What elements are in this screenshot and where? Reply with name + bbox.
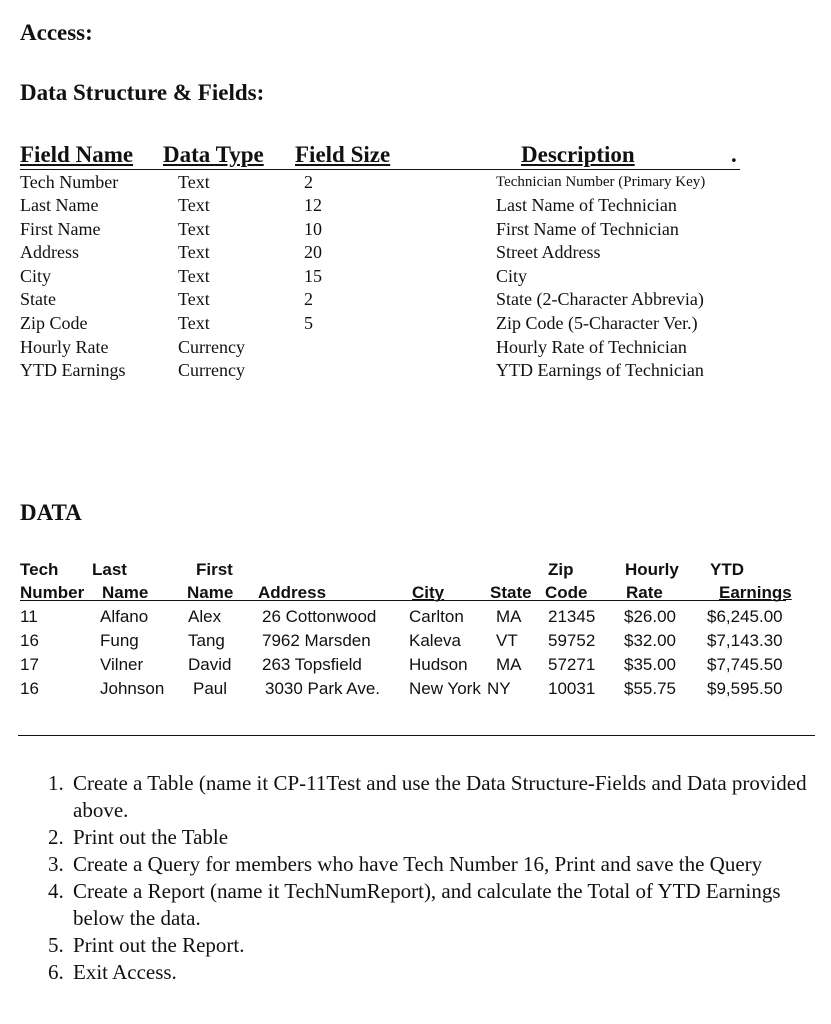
field-name-cell: Tech Number (20, 172, 119, 192)
header-zip: Zip (548, 560, 574, 579)
last-name-cell: Johnson (100, 679, 165, 698)
state-cell: MA (496, 655, 522, 674)
description-cell: Zip Code (5-Character Ver.) (496, 313, 698, 333)
address-cell: 3030 Park Ave. (265, 679, 380, 698)
description-cell: Technician Number (Primary Key) (496, 174, 706, 190)
table-row (0, 679, 831, 703)
first-name-cell: David (188, 655, 232, 674)
field-name-cell: Last Name (20, 195, 99, 215)
data-type-header: Data Type (163, 142, 264, 167)
field-row (0, 313, 831, 337)
description-header-trail: . (731, 142, 737, 167)
data-type-cell: Text (178, 195, 210, 215)
city-cell: New York (409, 679, 481, 698)
field-size-cell: 15 (304, 266, 322, 286)
table-row (0, 607, 831, 631)
data-type-cell: Text (178, 266, 210, 286)
header-earnings: Earnings (719, 583, 792, 602)
field-header-rule (20, 169, 740, 170)
field-size-cell: 10 (304, 219, 322, 239)
first-name-cell: Alex (188, 607, 222, 626)
section-divider (18, 735, 815, 736)
ytd-earnings-cell: $6,245.00 (707, 607, 783, 626)
instruction-text: Create a Query for members who have Tech Number 16, Print and save the Query (73, 852, 763, 876)
header-city: City (412, 583, 445, 602)
field-size-cell: 12 (304, 195, 322, 215)
zip-cell: 57271 (548, 655, 596, 674)
description-cell: Last Name of Technician (496, 195, 677, 215)
ytd-earnings-cell: $9,595.50 (707, 679, 783, 698)
first-name-cell: Tang (188, 631, 225, 650)
field-name-cell: Zip Code (20, 313, 88, 333)
ytd-earnings-cell: $7,745.50 (707, 655, 783, 674)
address-cell: 263 Topsfield (262, 655, 362, 674)
tech-number-cell: 16 (20, 631, 39, 650)
field-row (0, 219, 831, 243)
city-cell: Carlton (409, 607, 464, 626)
data-type-cell: Text (178, 219, 210, 239)
instruction-text: Print out the Table (73, 825, 229, 849)
instruction-text: Create a Report (name it TechNumReport), and calculate the Total of YTD Earnings below the data. (73, 879, 781, 930)
data-type-cell: Currency (178, 337, 245, 357)
field-size-header: Field Size (295, 142, 391, 167)
instruction-item (48, 959, 818, 986)
header-tech: Tech (20, 560, 59, 579)
description-header: Description (521, 142, 635, 167)
hourly-rate-cell: $35.00 (624, 655, 676, 674)
instruction-text: Print out the Report. (73, 933, 245, 957)
access-heading: Access: (20, 20, 93, 45)
header-ytd: YTD (710, 560, 744, 579)
field-size-cell: 20 (304, 242, 322, 262)
address-cell: 7962 Marsden (262, 631, 371, 650)
hourly-rate-cell: $26.00 (624, 607, 676, 626)
header-state: State (490, 583, 532, 602)
field-name-cell: Hourly Rate (20, 337, 109, 357)
state-cell: MA (496, 607, 522, 626)
data-header-rule (20, 600, 786, 601)
hourly-rate-cell: $32.00 (624, 631, 676, 650)
field-name-cell: State (20, 289, 56, 309)
field-row (0, 242, 831, 266)
header-hourly: Hourly (625, 560, 679, 579)
zip-cell: 59752 (548, 631, 596, 650)
header-address: Address (258, 583, 327, 602)
description-cell: Street Address (496, 242, 601, 262)
field-row (0, 360, 831, 384)
instruction-item (48, 851, 818, 878)
header-first-name: Name (187, 583, 234, 602)
description-cell: State (2-Character Abbrevia) (496, 289, 704, 309)
hourly-rate-cell: $55.75 (624, 679, 676, 698)
field-row (0, 289, 831, 313)
data-type-cell: Text (178, 242, 210, 262)
field-name-header: Field Name (20, 142, 134, 167)
city-cell: Kaleva (409, 631, 461, 650)
instruction-number: 1. (48, 771, 64, 795)
description-cell: First Name of Technician (496, 219, 679, 239)
data-structure-heading: Data Structure & Fields: (20, 80, 265, 105)
first-name-cell: Paul (193, 679, 228, 698)
field-name-cell: Address (20, 242, 79, 262)
instructions-list (48, 770, 818, 986)
field-row (0, 195, 831, 219)
field-row (0, 266, 831, 290)
instruction-item (48, 824, 818, 851)
state-cell: VT (496, 631, 518, 650)
zip-cell: 10031 (548, 679, 596, 698)
state-cell: NY (487, 679, 511, 698)
table-row (0, 655, 831, 679)
instruction-number: 4. (48, 879, 64, 903)
description-cell: City (496, 266, 528, 286)
field-name-cell: YTD Earnings (20, 360, 126, 380)
city-cell: Hudson (409, 655, 468, 674)
header-last: Last (92, 560, 127, 579)
description-cell: Hourly Rate of Technician (496, 337, 687, 357)
instruction-item (48, 878, 818, 932)
field-size-cell: 2 (304, 289, 313, 309)
data-type-cell: Text (178, 289, 210, 309)
instruction-text: Create a Table (name it CP-11Test and use the Data Structure-Fields and Data provided above. (73, 771, 807, 822)
header-rate: Rate (626, 583, 663, 602)
data-type-cell: Text (178, 313, 210, 333)
data-heading: DATA (20, 500, 82, 525)
instruction-number: 2. (48, 825, 64, 849)
tech-number-cell: 16 (20, 679, 39, 698)
field-row (0, 172, 831, 196)
field-name-cell: First Name (20, 219, 101, 239)
field-size-cell: 2 (304, 172, 313, 192)
ytd-earnings-cell: $7,143.30 (707, 631, 783, 650)
zip-cell: 21345 (548, 607, 596, 626)
last-name-cell: Alfano (100, 607, 149, 626)
instruction-number: 3. (48, 852, 64, 876)
tech-number-cell: 11 (20, 607, 38, 626)
field-size-cell: 5 (304, 313, 313, 333)
field-row (0, 337, 831, 361)
instruction-number: 5. (48, 933, 64, 957)
header-number: Number (20, 583, 85, 602)
data-type-cell: Currency (178, 360, 245, 380)
header-zip-code: Code (545, 583, 588, 602)
header-last-name: Name (102, 583, 149, 602)
instruction-number: 6. (48, 960, 64, 984)
last-name-cell: Vilner (100, 655, 144, 674)
description-cell: YTD Earnings of Technician (496, 360, 704, 380)
address-cell: 26 Cottonwood (262, 607, 377, 626)
last-name-cell: Fung (100, 631, 139, 650)
table-row (0, 631, 831, 655)
instruction-item (48, 932, 818, 959)
instruction-item (48, 770, 818, 824)
data-type-cell: Text (178, 172, 210, 192)
instruction-text: Exit Access. (73, 960, 177, 984)
field-name-cell: City (20, 266, 52, 286)
tech-number-cell: 17 (20, 655, 39, 674)
header-first: First (196, 560, 233, 579)
